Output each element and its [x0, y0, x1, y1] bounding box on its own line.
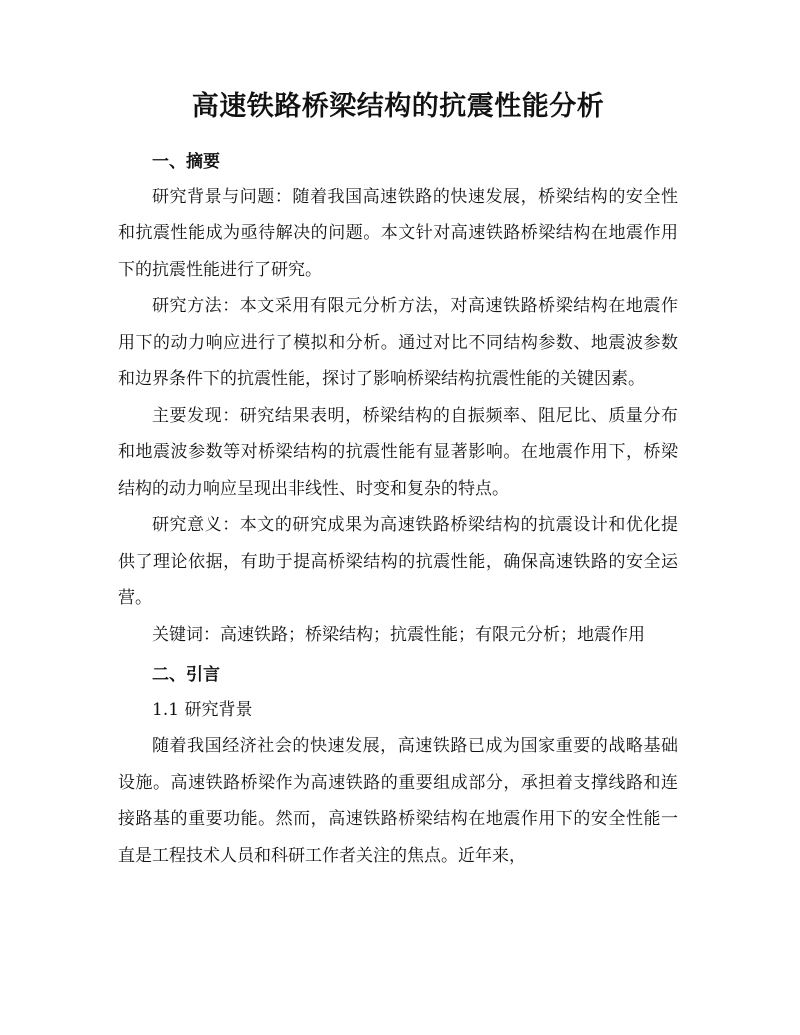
abstract-findings-paragraph: 主要发现：研究结果表明，桥梁结构的自振频率、阻尼比、质量分布和地震波参数等对桥梁结构的抗震性能有显著影响。在地震作用下，桥梁结构的动力响应呈现出非线性、时变和复杂的特点。 — [118, 405, 678, 499]
keywords-paragraph: 关键词：高速铁路；桥梁结构；抗震性能；有限元分析；地震作用 — [152, 624, 645, 645]
intro-paragraph: 随着我国经济社会的快速发展，高速铁路已成为国家重要的战略基础设施。高速铁路桥梁作为高速铁路的重要组成部分，承担着支撑线路和连接路基的重要功能。然而，高速铁路桥梁结构在地震作用下的安全性能一直是工程技术人员和科研工作者关注的焦点。近年来， — [118, 736, 678, 866]
intro-subheading: 1.1 研究背景 — [152, 700, 253, 721]
intro-heading: 二、引言 — [152, 665, 220, 686]
abstract-background-paragraph: 研究背景与问题：随着我国高速铁路的快速发展，桥梁结构的安全性和抗震性能成为亟待解决的问题。本文针对高速铁路桥梁结构在地震作用下的抗震性能进行了研究。 — [118, 186, 678, 280]
abstract-heading: 一、摘要 — [152, 151, 220, 172]
abstract-method-paragraph: 研究方法：本文采用有限元分析方法，对高速铁路桥梁结构在地震作用下的动力响应进行了模拟和分析。通过对比不同结构参数、地震波参数和边界条件下的抗震性能，探讨了影响桥梁结构抗震性能的关键因素。 — [118, 296, 678, 390]
abstract-significance-paragraph: 研究意义：本文的研究成果为高速铁路桥梁结构的抗震设计和优化提供了理论依据，有助于提高桥梁结构的抗震性能，确保高速铁路的安全运营。 — [118, 515, 678, 609]
document-title: 高速铁路桥梁结构的抗震性能分析 — [191, 91, 605, 122]
